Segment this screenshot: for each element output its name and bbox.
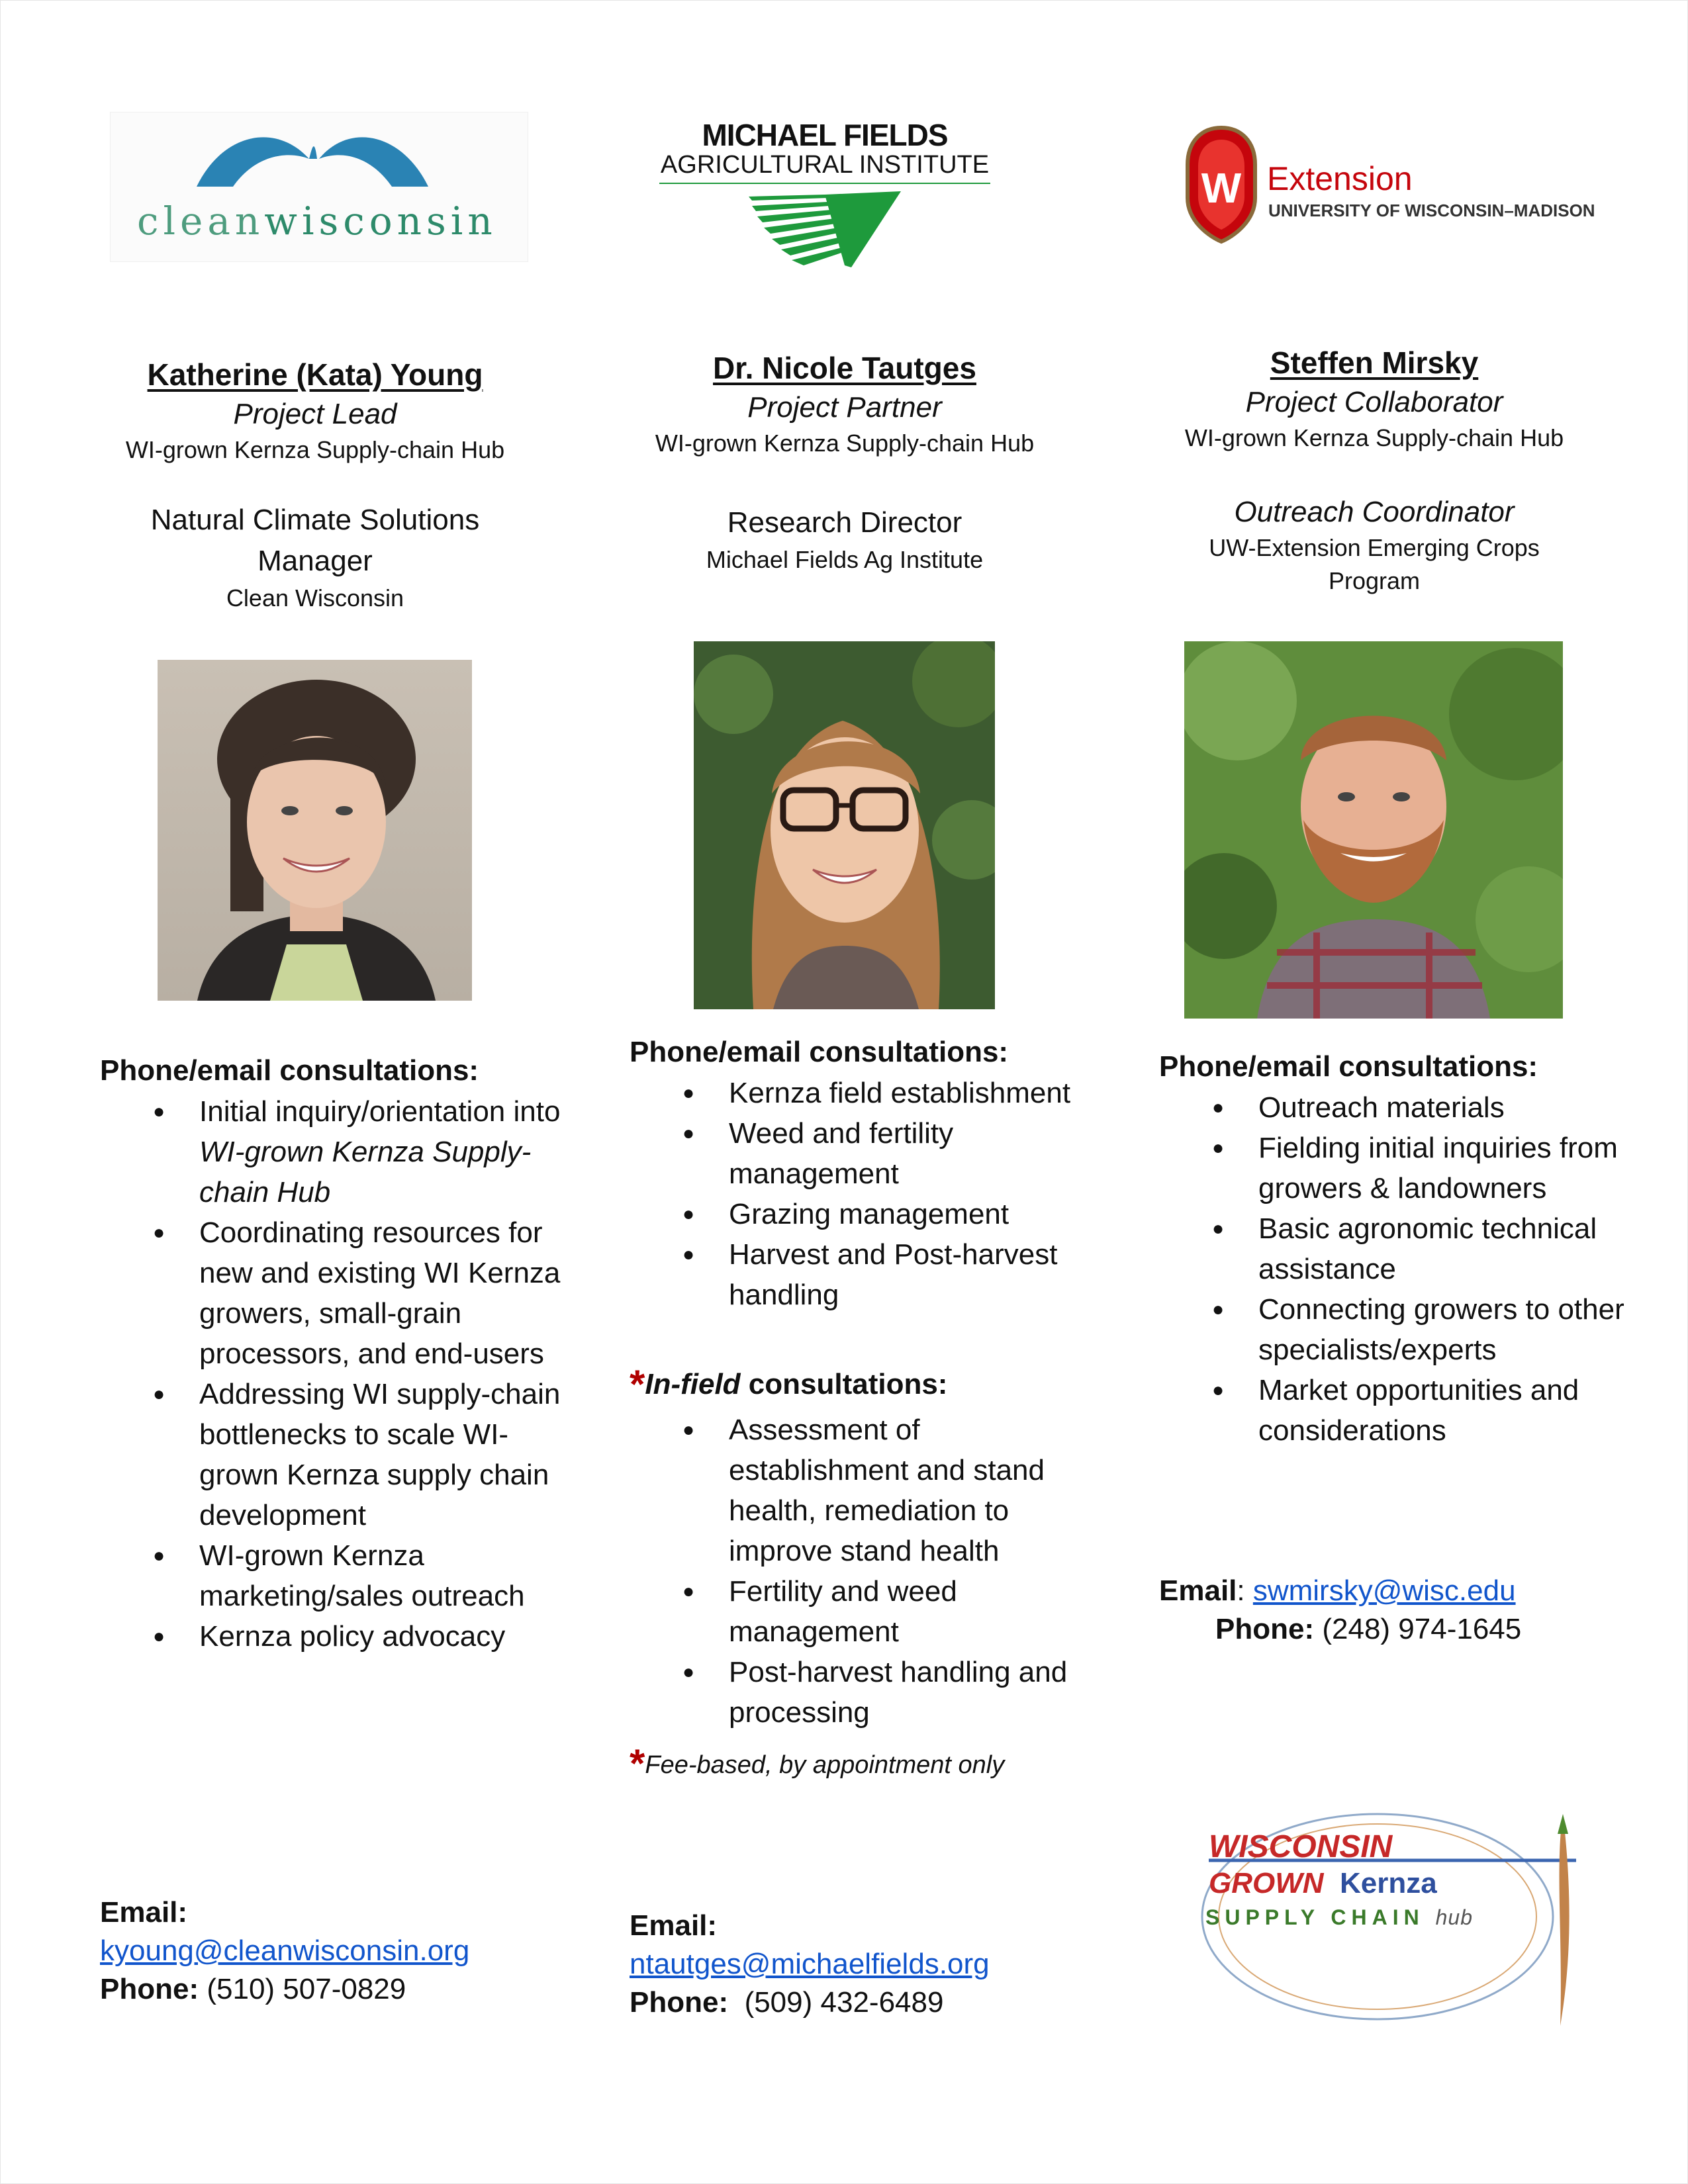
michael-fields-logo: [653, 120, 997, 292]
tautges-item-2: ● Weed and fertility management: [630, 1113, 1106, 1194]
young-header: [80, 357, 550, 464]
young-position-line1: Natural Climate Solutions: [150, 504, 480, 536]
mirsky-org-line2: Program: [1328, 567, 1421, 594]
tautges-name: Dr. Nicole Tautges: [713, 351, 976, 385]
mirsky-position-title: Outreach Coordinator: [1234, 496, 1515, 528]
mf-logo-line1: MICHAEL FIELDS: [702, 118, 948, 152]
tautges-fee-note: *Fee-based, by appointment only: [630, 1741, 1005, 1786]
clean-logo-text-a: clean: [137, 199, 265, 244]
tautges-header: [610, 350, 1080, 457]
tautges-infield-item-3: ● Post-harvest handling and processing: [630, 1652, 1106, 1733]
young-consult-heading: Phone/email consultations:: [100, 1054, 479, 1087]
tautges-contact: [630, 1907, 1106, 2022]
tautges-hub: WI-grown Kernza Supply-chain Hub: [655, 430, 1035, 457]
mirsky-consult-heading: Phone/email consultations:: [1159, 1050, 1538, 1083]
mirsky-role: Project Collaborator: [1245, 386, 1503, 418]
tautges-email-label: Email:: [630, 1909, 718, 1942]
mirsky-consultations: [1159, 1050, 1662, 1451]
young-email-label: Email:: [100, 1896, 188, 1929]
young-consultations: [100, 1054, 563, 1657]
uw-crest-letter: W: [1201, 164, 1242, 212]
young-item-3: ● Addressing WI supply-chain bottlenecks to scale WI-grown Kernza supply chain development: [100, 1374, 563, 1535]
clean-wisconsin-wings-icon: [111, 113, 528, 199]
extension-subtitle: UNIVERSITY OF WISCONSIN–MADISON: [1268, 201, 1595, 220]
mirsky-item-1: ● Outreach materials: [1159, 1087, 1662, 1128]
mirsky-org-line1: UW-Extension Emerging Crops: [1209, 534, 1540, 561]
young-item-4: ● WI-grown Kernza marketing/sales outreach: [100, 1535, 563, 1616]
tautges-item-3: ● Grazing management: [630, 1194, 1106, 1234]
tautges-org: Michael Fields Ag Institute: [706, 546, 984, 573]
kernza-hub-logo: [1192, 1788, 1616, 2052]
tautges-consultations: [630, 1036, 1106, 1786]
mirsky-name: Steffen Mirsky: [1270, 345, 1479, 380]
uw-extension-logo: [1182, 125, 1619, 248]
young-hub: WI-grown Kernza Supply-chain Hub: [125, 436, 505, 463]
hub-line3: SUPPLY CHAIN hub: [1205, 1905, 1474, 1929]
mirsky-item-4: ● Connecting growers to other specialists/experts: [1159, 1289, 1662, 1370]
tautges-photo: [694, 641, 995, 1009]
tautges-item-1: ● Kernza field establishment: [630, 1073, 1106, 1113]
mirsky-phone: Phone: (248) 974-1645: [1215, 1613, 1522, 1645]
tautges-infield-item-1: ● Assessment of establishment and stand health, remediation to improve stand health: [630, 1410, 1106, 1571]
tautges-infield-heading: *In-field consultations:: [630, 1362, 948, 1406]
tautges-position: [610, 502, 1080, 576]
young-org: Clean Wisconsin: [226, 584, 404, 612]
tautges-role: Project Partner: [747, 391, 942, 424]
mirsky-hub: WI-grown Kernza Supply-chain Hub: [1184, 424, 1564, 451]
tautges-infield-item-2: ● Fertility and weed management: [630, 1571, 1106, 1652]
young-name: Katherine (Kata) Young: [147, 357, 483, 392]
mirsky-email-link[interactable]: swmirsky@wisc.edu: [1252, 1574, 1516, 1607]
mirsky-contact: [1159, 1572, 1622, 1649]
clean-wisconsin-logo: [110, 112, 528, 262]
mirsky-item-5: ● Market opportunities and considerations: [1159, 1370, 1662, 1451]
young-item-2: ● Coordinating resources for new and existing WI Kernza growers, small-grain processors, and end-users: [100, 1212, 563, 1374]
young-role: Project Lead: [233, 398, 397, 430]
young-item-5: ● Kernza policy advocacy: [100, 1616, 563, 1657]
young-email-link[interactable]: kyoung@cleanwisconsin.org: [100, 1934, 470, 1967]
tautges-item-4: ● Harvest and Post-harvest handling: [630, 1234, 1106, 1315]
mirsky-photo: [1184, 641, 1563, 1019]
hub-line2: GROWN Kernza: [1209, 1867, 1437, 1899]
young-position: [80, 500, 550, 615]
extension-title: Extension: [1267, 160, 1413, 197]
mirsky-header: [1139, 345, 1609, 452]
mirsky-item-2: ● Fielding initial inquiries from growers & landowners: [1159, 1128, 1662, 1208]
field-rows-icon: [745, 191, 904, 271]
young-item-1: ● Initial inquiry/orientation into WI-grown Kernza Supply-chain Hub: [100, 1091, 563, 1212]
young-photo: [158, 660, 472, 1001]
mf-logo-line2: AGRICULTURAL INSTITUTE: [660, 151, 990, 179]
hub-line1: WISCONSIN: [1209, 1829, 1393, 1864]
mirsky-email-line: Email: swmirsky@wisc.edu: [1159, 1574, 1516, 1607]
tautges-email-link[interactable]: ntautges@michaelfields.org: [630, 1948, 990, 1980]
mirsky-position: [1139, 496, 1609, 598]
clean-logo-text-b: wisconsin: [264, 199, 497, 244]
tautges-position-title: Research Director: [727, 506, 962, 539]
tautges-consult-heading: Phone/email consultations:: [630, 1036, 1009, 1068]
mirsky-item-3: ● Basic agronomic technical assistance: [1159, 1208, 1662, 1289]
tautges-phone: Phone: (509) 432-6489: [630, 1986, 944, 2019]
young-contact: [100, 1893, 563, 2009]
young-position-line2: Manager: [258, 545, 373, 577]
young-phone: Phone: (510) 507-0829: [100, 1973, 406, 2005]
